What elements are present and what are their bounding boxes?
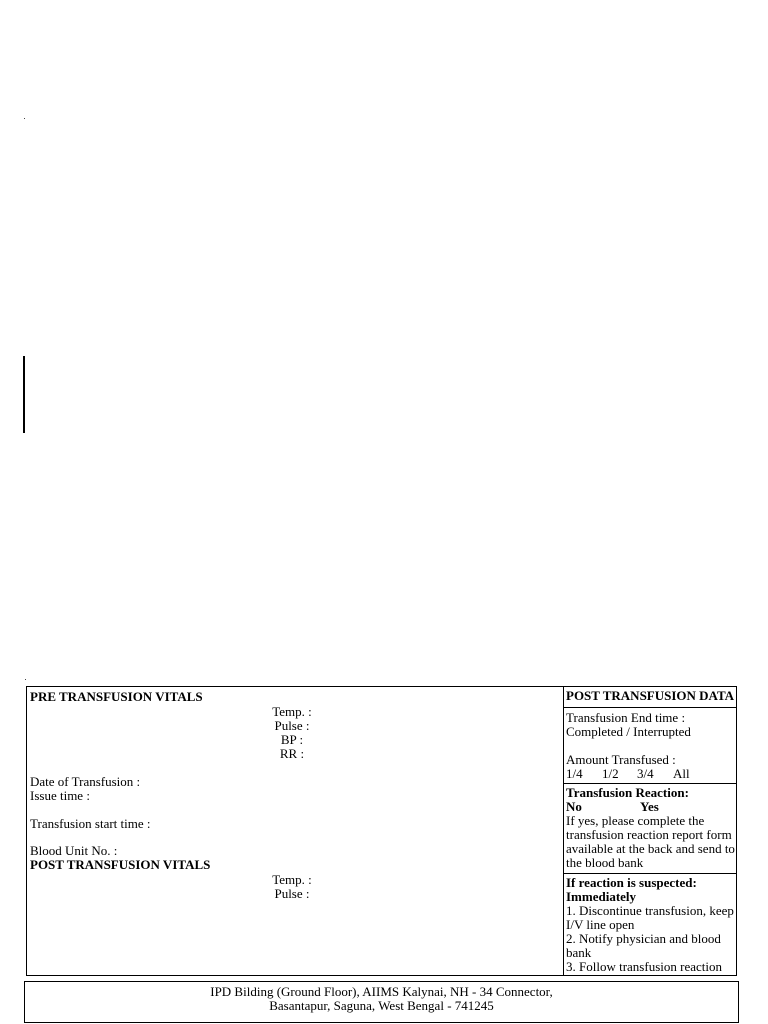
date-of-transfusion-field[interactable]: Date of Transfusion : — [30, 774, 141, 789]
amount-option-three-quarters[interactable]: 3/4 — [637, 766, 654, 781]
suspected-reaction-cell — [564, 873, 736, 976]
post-transfusion-data-heading: POST TRANSFUSION DATA — [566, 688, 735, 703]
stray-dot — [24, 118, 25, 119]
reaction-yes-no-options — [566, 800, 736, 814]
issue-time-field[interactable]: Issue time : — [30, 788, 90, 803]
amount-option-half[interactable]: 1/2 — [602, 766, 619, 781]
address-footer — [24, 981, 739, 1023]
blood-unit-no-field[interactable]: Blood Unit No. : — [30, 843, 118, 858]
transfusion-end-time-field[interactable]: Transfusion End time : — [566, 710, 686, 725]
suspected-reaction-heading: If reaction is suspected: — [566, 875, 697, 890]
step-discontinue: 1. Discontinue transfusion, keep I/V line open — [566, 903, 734, 932]
amount-option-quarter[interactable]: 1/4 — [566, 766, 583, 781]
transfusion-start-time-field[interactable]: Transfusion start time : — [30, 816, 151, 831]
pre-pulse-field[interactable]: Pulse : — [274, 718, 310, 733]
reaction-cell — [564, 783, 736, 873]
post-temp-field[interactable]: Temp. : — [272, 872, 312, 887]
post-transfusion-vitals-heading: POST TRANSFUSION VITALS — [30, 857, 211, 872]
reaction-instruction: If yes, please complete the transfusion reaction report form available at the back and send to the blood bank — [566, 813, 735, 870]
pre-transfusion-vitals-heading: PRE TRANSFUSION VITALS — [30, 689, 203, 704]
transfusion-record-form — [26, 686, 737, 976]
amount-options — [566, 767, 736, 781]
pre-rr-field[interactable]: RR : — [279, 746, 305, 761]
reaction-no-option[interactable]: No — [566, 799, 582, 814]
step-follow: 3. Follow transfusion reaction — [566, 959, 722, 974]
address-line-2: Basantapur, Saguna, West Bengal - 741245 — [269, 998, 494, 1013]
margin-bar — [23, 356, 25, 433]
address-line-1: IPD Bilding (Ground Floor), AIIMS Kalynai, NH - 34 Connector, — [210, 984, 553, 999]
vitals-column — [27, 687, 563, 975]
pre-bp-field[interactable]: BP : — [280, 732, 304, 747]
post-pulse-field[interactable]: Pulse : — [274, 886, 310, 901]
completion-options[interactable]: Completed / Interrupted — [566, 724, 691, 739]
amount-transfused-label: Amount Transfused : — [566, 752, 676, 767]
post-data-heading-cell — [564, 687, 736, 707]
step-notify: 2. Notify physician and blood bank — [566, 931, 721, 960]
post-transfusion-data-column — [563, 687, 736, 975]
pre-vitals-list — [207, 705, 377, 761]
stray-dot — [25, 679, 26, 680]
transfusion-reaction-heading: Transfusion Reaction: — [566, 785, 689, 800]
immediately-label: Immediately — [566, 889, 637, 904]
end-time-cell — [564, 707, 736, 783]
post-vitals-list — [207, 873, 377, 901]
reaction-yes-option[interactable]: Yes — [640, 799, 659, 814]
amount-option-all[interactable]: All — [673, 766, 690, 781]
pre-temp-field[interactable]: Temp. : — [272, 704, 312, 719]
